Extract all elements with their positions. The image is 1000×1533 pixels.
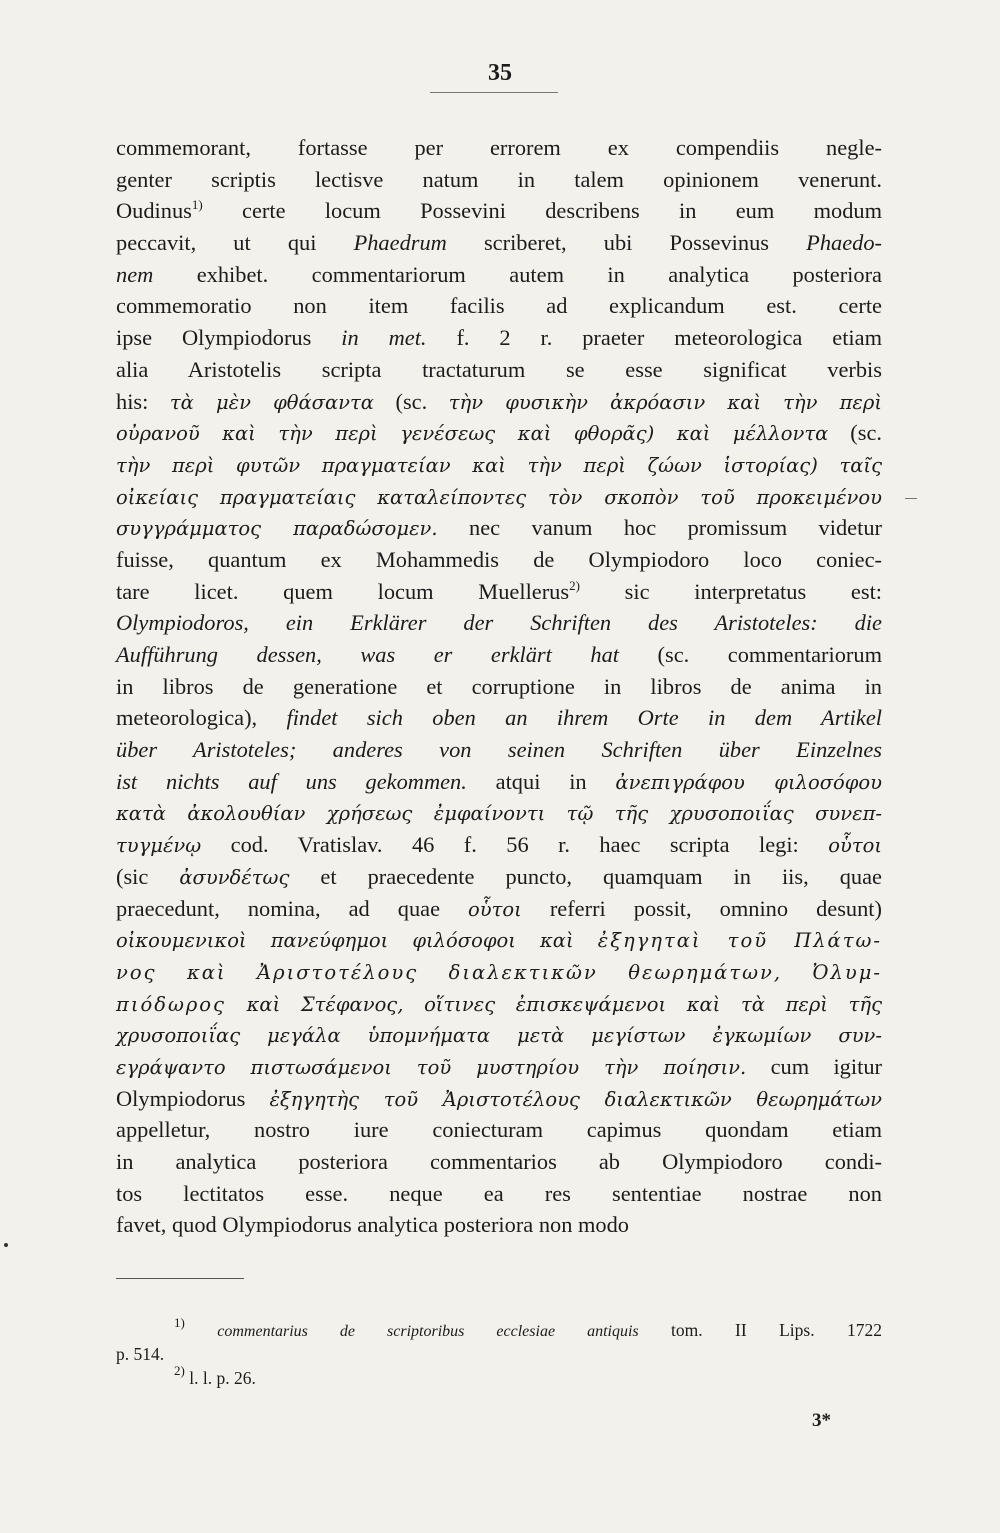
text-segment: praecedunt, nomina, ad quae: [116, 895, 469, 921]
text-line: [116, 1051, 882, 1083]
text-line: [116, 607, 882, 639]
text-segment: τὴν φυσικὴν ἀκρόασιν καὶ τὴν περὶ: [448, 390, 882, 414]
text-segment: ist nichts auf uns gekommen.: [116, 768, 467, 794]
text-segment: favet, quod Olympiodorus analytica posteriora non modo: [116, 1212, 630, 1238]
text-segment: über Aristoteles; anderes von seinen Schriften über Einzelnes: [116, 737, 882, 763]
text-line: [116, 1178, 882, 1210]
text-segment: ἀσυνδέτως: [179, 865, 290, 889]
footnotes: [116, 1315, 883, 1390]
text-segment: nec vanum hoc promissum videtur: [437, 515, 882, 541]
text-line: [116, 386, 882, 418]
text-segment: genter scriptis lectisve natum in talem opinionem venerunt.: [116, 166, 882, 192]
text-segment: tom. II Lips. 1722: [638, 1320, 883, 1340]
page-number: 35: [488, 60, 512, 86]
text-segment: l. l. p. 26.: [184, 1368, 256, 1388]
text-line: [116, 164, 882, 196]
text-line: [116, 544, 882, 576]
text-segment: τυγμένῳ: [116, 834, 202, 858]
text-segment: Phaedrum: [353, 230, 447, 256]
text-segment: οἰκείαις πραγματείαις καταλείποντες τὸν σκοπὸν τοῦ προκειμένου: [116, 485, 882, 509]
text-line: [116, 322, 882, 354]
text-line: [116, 734, 882, 766]
text-segment: οὗτοι: [828, 834, 882, 858]
text-line: [116, 639, 882, 671]
text-line: [116, 449, 882, 481]
text-segment: Olympiodoros, ein Erklärer der Schriften des Aristoteles: die: [116, 610, 882, 636]
text-segment: ἀνεπιγράφου φιλοσόφου: [615, 770, 882, 794]
text-segment: πιόδωρος: [116, 992, 226, 1016]
text-line: [116, 1114, 882, 1146]
text-line: [116, 1146, 882, 1178]
text-segment: atqui in: [466, 768, 616, 794]
main-text: [116, 132, 882, 1241]
text-segment: nem: [116, 261, 154, 287]
text-line: [116, 1209, 882, 1241]
text-segment: meteorologica),: [116, 705, 287, 731]
text-line: [116, 988, 882, 1020]
text-segment: τὰ μὲν φθάσαντα: [169, 390, 374, 414]
text-line: [116, 956, 882, 988]
text-segment: in met.: [341, 325, 427, 351]
signature-mark: 3*: [812, 1410, 831, 1431]
text-segment: οἰκουμενικοὶ πανεύφημοι φιλόσοφοι καὶ: [116, 929, 598, 953]
text-segment: (sc.: [828, 420, 882, 446]
text-segment: οὗτοι: [468, 897, 522, 921]
text-line: [116, 1083, 882, 1115]
text-segment: findet sich oben an ihrem Orte in dem Artikel: [286, 705, 882, 731]
margin-dot: [4, 1243, 8, 1247]
text-segment: ἐξηγητὴς τοῦ Ἀριστοτέλους διαλεκτικῶν θεωρημάτων: [269, 1087, 883, 1111]
text-segment: καὶ Στέφανος, οἵτινες ἐπισκεψάμενοι καὶ τὰ περὶ τῆς: [225, 992, 882, 1016]
footnote-reference: 1): [174, 1315, 185, 1330]
header-rule: [430, 92, 558, 93]
text-segment: Phaedo-: [806, 230, 882, 256]
text-segment: ipse Olympiodorus: [116, 325, 342, 351]
text-segment: alia Aristotelis scripta tractaturum se esse significat verbis: [116, 356, 882, 382]
text-segment: his:: [116, 388, 170, 414]
text-segment: tos lectitatos esse. neque ea res sententiae nostrae non: [116, 1180, 882, 1206]
text-line: [116, 195, 882, 227]
text-segment: (sc.: [373, 388, 449, 414]
text-line: [116, 354, 882, 386]
text-segment: commemorant, fortasse per errorem ex compendiis negle-: [116, 135, 882, 160]
footnote-reference: 2): [174, 1363, 185, 1378]
text-segment: cod. Vratislav. 46 f. 56 r. haec scripta legi:: [201, 832, 829, 858]
text-segment: συγγράμματος παραδώσομεν.: [116, 517, 438, 541]
text-line: [116, 671, 882, 703]
text-line: [116, 702, 882, 734]
footnote-reference: 2): [569, 577, 580, 593]
text-segment: tare licet. quem locum Muellerus: [116, 578, 570, 604]
text-segment: certe locum Possevini describens in eum modum: [202, 198, 882, 224]
text-line: [116, 893, 882, 925]
text-segment: p. 514.: [116, 1344, 165, 1364]
text-segment: Oudinus: [116, 198, 192, 224]
text-segment: commentarius de scriptoribus ecclesiae antiquis: [217, 1323, 639, 1340]
text-segment: οὐρανοῦ καὶ τὴν περὶ γενέσεως καὶ φθορᾶς) καὶ μέλλοντα: [116, 422, 829, 446]
text-line: [116, 132, 882, 164]
text-segment: et praecedente puncto, quamquam in iis, quae: [289, 863, 882, 889]
text-line: [116, 1019, 882, 1051]
text-segment: νος καὶ Ἀριστοτέλους διαλεκτικῶν θεωρημάτων, Ὀλυμ-: [116, 960, 882, 984]
text-segment: Aufführung dessen, was er erklärt hat: [116, 642, 620, 667]
text-segment: (sc. commentariorum: [619, 642, 882, 667]
text-segment: appelletur, nostro iure coniecturam capimus quondam etiam: [116, 1117, 882, 1143]
footnote-line: [116, 1315, 883, 1342]
footnote-reference: 1): [191, 197, 203, 213]
text-segment: peccavit, ut qui: [116, 230, 354, 256]
text-segment: referri possit, omnino desunt): [521, 895, 882, 921]
text-segment: κατὰ ἀκολουθίαν χρήσεως ἐμφαίνοντι τῷ τῆς χρυσοποιΐας συνεπ-: [116, 802, 882, 826]
text-segment: sic interpretatus est:: [579, 578, 883, 604]
text-segment: in analytica posteriora commentarios ab Olympiodoro condi-: [116, 1149, 882, 1174]
text-segment: f. 2 r. praeter meteorologica etiam: [426, 325, 882, 351]
text-line: [116, 512, 882, 544]
text-segment: χρυσοποιΐας μεγάλα ὑπομνήματα μετὰ μεγίστων ἐγκωμίων συν-: [116, 1024, 882, 1048]
text-line: [116, 576, 882, 608]
text-segment: (sic: [116, 863, 180, 889]
text-segment: commemoratio non item facilis ad explicandum est. certe: [116, 293, 882, 319]
text-segment: εγράψαντο πιστωσάμενοι τοῦ μυστηρίου τὴν ποίησιν.: [116, 1055, 747, 1079]
text-line: [116, 829, 882, 861]
text-segment: scriberet, ubi Possevinus: [446, 230, 807, 256]
text-segment: Olympiodorus: [116, 1085, 270, 1111]
margin-dash: [905, 498, 917, 499]
text-segment: τὴν περὶ φυτῶν πραγματείαν καὶ τὴν περὶ ζώων ἱστορίας) ταῖς: [116, 453, 882, 477]
text-line: [116, 481, 882, 513]
text-line: [116, 861, 882, 893]
text-segment: exhibet. commentariorum autem in analytica posteriora: [153, 261, 882, 287]
text-segment: cum igitur: [746, 1053, 882, 1079]
text-line: [116, 417, 882, 449]
footnote-line: [116, 1342, 882, 1366]
text-segment: in libros de generatione et corruptione in libros de anima in: [116, 673, 882, 699]
text-line: [116, 766, 882, 798]
footnote-line: [116, 1363, 882, 1390]
text-line: [116, 797, 882, 829]
text-line: [116, 924, 882, 956]
text-line: [116, 227, 882, 259]
text-segment: [185, 1320, 217, 1340]
text-segment: fuisse, quantum ex Mohammedis de Olympiodoro loco coniec-: [116, 546, 882, 572]
text-segment: ἐξηγηταὶ τοῦ Πλάτω-: [597, 929, 883, 953]
text-line: [116, 259, 882, 291]
text-line: [116, 290, 882, 322]
footnote-rule: [116, 1278, 244, 1279]
